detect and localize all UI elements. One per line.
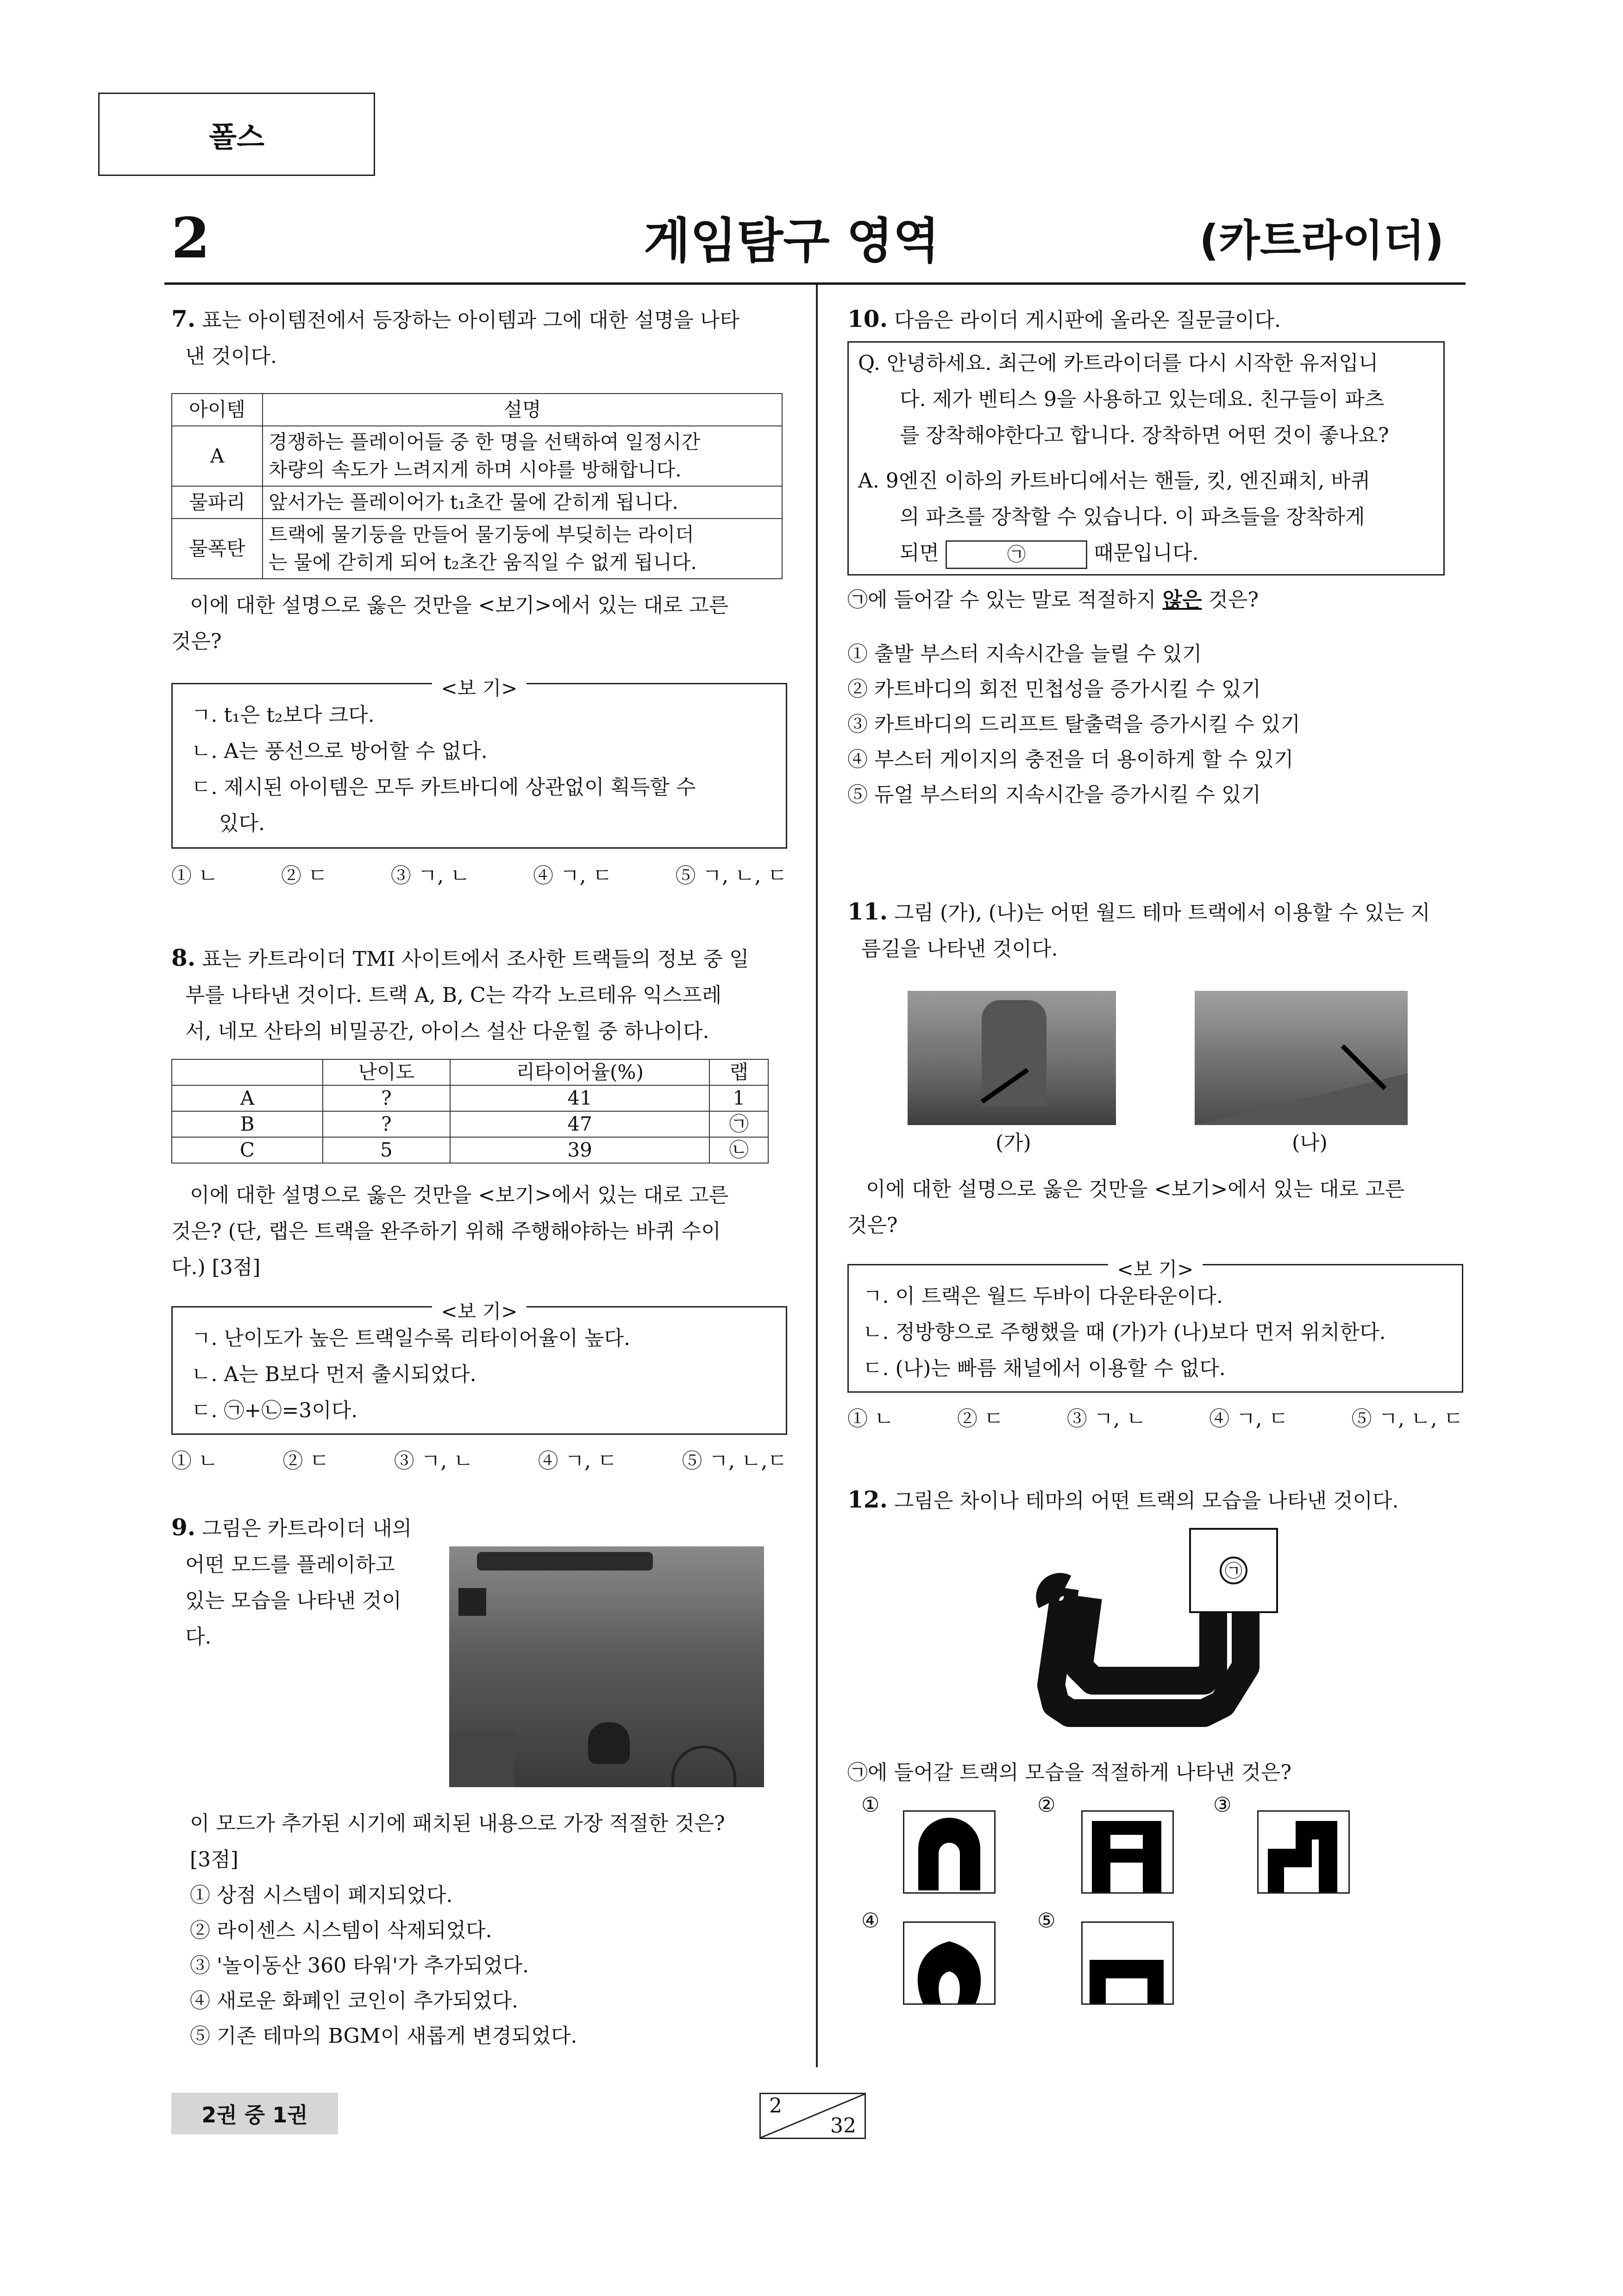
choices-8: ① ㄴ ② ㄷ ③ ㄱ, ㄴ ④ ㄱ, ㄷ ⑤ ㄱ, ㄴ,ㄷ <box>171 1449 787 1473</box>
bogi-box-11: <보 기> ㄱ. 이 트랙은 월드 두바이 다운타운이다. ㄴ. 정방향으로 주행했을 때 (가)가 (나)보다 먼저 위치한다. ㄷ. (나)는 빠름 채널에서 이용할 수 없다. <box>847 1264 1463 1393</box>
question-7: 7. 표는 아이템전에서 등장하는 아이템과 그에 대한 설명을 나타 낸 것이다. 아이템 설명 A 경쟁하는 플레이어들 중 한 명을 선택하여 일정시간 차량의 속도가 느려지게 하며 시야를 방해합니다. 물파리 앞서가는 플레이어가 t₁초간 물에 갇히게 됩니다. 물폭탄 트랙에 물기둥을 만들어 물기둥에 부딪히는 라이더 는 물에 갇히게 되어 t₂초간 움직일 수 없게 됩니다. 이에 대한 설명으로 옳은 것만을 <보기>에서 있는 대로 고른 것은? <보 기> ㄱ. t₁은 t₂보다 크다. ㄴ. A는 풍선으로 방어할 수 없다. ㄷ. 제시된 아이템은 모두 카트바디에 상관없이 획득할 수 있다. ① ㄴ ② ㄷ ③ ㄱ, ㄴ ④ ㄱ, ㄷ ⑤ ㄱ, ㄴ, ㄷ <box>171 301 787 894</box>
question-8: 8. 표는 카트라이더 TMI 사이트에서 조사한 트랙들의 정보 중 일 부를 나타낸 것이다. 트랙 A, B, C는 각각 노르테유 익스프레 서, 네모 산타의 비밀공간, 아이스 설산 다운힐 중 하나이다. 난이도 리타이어율(%) 랩 A ? 41 1 B ? 47 ㉠ C 5 39 ㉡ 이에 대한 설명으로 옳은 것만을 <보기>에서 있는 대로 고른 것은? (단, 랩은 트랙을 완주하기 위해 주행해야하는 바퀴 수이 다.) [3점] <보 기> ㄱ. 난이도가 높은 트랙일수록 리타이어율이 높다. ㄴ. A는 B보다 먼저 출시되었다. ㄷ. ㉠+㉡=3이다. ① ㄴ ② ㄷ ③ ㄱ, ㄴ ④ ㄱ, ㄷ ⑤ ㄱ, ㄴ,ㄷ <box>171 940 787 1479</box>
option-label-1: ① <box>861 1793 880 1817</box>
thumb-3-shape <box>1259 1812 1348 1892</box>
thumb-1[interactable] <box>903 1810 996 1894</box>
rank-label <box>458 1588 486 1616</box>
page-total: 32 <box>830 2114 856 2138</box>
ramp-shape <box>1195 1060 1408 1125</box>
thumb-5-shape <box>1083 1923 1172 2003</box>
page-counter <box>759 2093 866 2139</box>
choices-11: ① ㄴ ② ㄷ ③ ㄱ, ㄴ ④ ㄱ, ㄷ ⑤ ㄱ, ㄴ, ㄷ <box>847 1407 1463 1431</box>
volume-badge: 2권 중 1권 <box>171 2093 338 2134</box>
question-12-ask: ㉠에 들어갈 트랙의 모습을 적절하게 나타낸 것은? <box>847 1761 1292 1784</box>
thumb-4[interactable] <box>903 1921 996 2005</box>
page-current: 2 <box>769 2094 782 2118</box>
subject-tag: 폴스 <box>209 119 264 154</box>
thumb-1-shape <box>904 1812 994 1892</box>
option-label-2: ② <box>1037 1793 1056 1817</box>
game-screenshot <box>449 1546 764 1787</box>
question-11: 11. 그림 (가), (나)는 어떤 월드 테마 트랙에서 이용할 수 있는 지 름길을 나타낸 것이다. <box>847 898 1430 961</box>
shortcut-image-b <box>1195 991 1408 1125</box>
question-10: 10. 다음은 라이더 게시판에 올라온 질문글이다. Q. 안녕하세요. 최근에 카트라이더를 다시 시작한 유저입니 다. 제가 벤티스 9을 사용하고 있는데요. 친구들이 파츠 를 장착해야한다고 합니다. 장착하면 어떤 것이 좋나요? A. 9엔진 이하의 카트바디에서는 핸들, 킷, 엔진패치, 바퀴 의 파츠를 장착할 수 있습니다. 이 파츠들을 장착하게 되면 ㉠ 때문입니다. ㉠에 들어갈 수 있는 말로 적절하지 않은 것은? ① 출발 부스터 지속시간을 늘릴 수 있기 ② 카트바디의 회전 민첩성을 증가시킬 수 있기 ③ 카트바디의 드리프트 탈출력을 증가시킬 수 있기 ④ 부스터 게이지의 충전을 더 용이하게 할 수 있기 ⑤ 듀얼 부스터의 지속시간을 증가시킬 수 있기 <box>847 301 1463 813</box>
option-label-3: ③ <box>1213 1793 1232 1817</box>
question-12: 12. 그림은 차이나 테마의 어떤 트랙의 모습을 나타낸 것이다. <box>847 1486 1399 1513</box>
bogi-box-8: <보 기> ㄱ. 난이도가 높은 트랙일수록 리타이어율이 높다. ㄴ. A는 B보다 먼저 출시되었다. ㄷ. ㉠+㉡=3이다. <box>171 1306 787 1435</box>
question-11-ask: 이에 대한 설명으로 옳은 것만을 <보기>에서 있는 대로 고른 것은? <보 기> ㄱ. 이 트랙은 월드 두바이 다운타운이다. ㄴ. 정방향으로 주행했을 때 (가)가 (나)보다 먼저 위치한다. ㄷ. (나)는 빠름 채널에서 이용할 수 없다. ① ㄴ ② ㄷ ③ ㄱ, ㄴ ④ ㄱ, ㄷ ⑤ ㄱ, ㄴ, ㄷ <box>847 1171 1463 1437</box>
question-9-ask: 이 모드가 추가된 시기에 패치된 내용으로 가장 적절한 것은? [3점] ① 상점 시스템이 폐지되었다. ② 라이센스 시스템이 삭제되었다. ③ '놀이동산 360 타워'가 추가되었다. ④ 새로운 화폐인 코인이 추가되었다. ⑤ 기존 테마의 BGM이 새롭게 변경되었다. <box>190 1812 725 2048</box>
item-table: 아이템 설명 A 경쟁하는 플레이어들 중 한 명을 선택하여 일정시간 차량의 속도가 느려지게 하며 시야를 방해합니다. 물파리 앞서가는 플레이어가 t₁초간 물에 갇히게 됩니다. 물폭탄 트랙에 물기둥을 만들어 물기둥에 부딪히는 라이더 는 물에 갇히게 되어 t₂초간 움직일 수 없게 됩니다. <box>171 393 783 579</box>
header-rule <box>164 282 1466 285</box>
subject-tag-box <box>98 93 375 176</box>
forum-post-box: Q. 안녕하세요. 최근에 카트라이더를 다시 시작한 유저입니 다. 제가 벤티스 9을 사용하고 있는데요. 친구들이 파츠 를 장착해야한다고 합니다. 장착하면 어떤 것이 좋나요? A. 9엔진 이하의 카트바디에서는 핸들, 킷, 엔진패치, 바퀴 의 파츠를 장착할 수 있습니다. 이 파츠들을 장착하게 되면 ㉠ 때문입니다. <box>847 341 1445 576</box>
arrow-icon-b <box>1341 1045 1387 1090</box>
china-track-map <box>1028 1528 1278 1741</box>
section-subject: (카트라이더) <box>1199 216 1444 265</box>
thumb-3[interactable] <box>1257 1810 1350 1894</box>
minimap <box>449 1732 514 1787</box>
option-label-5: ⑤ <box>1037 1909 1056 1933</box>
section-title: 게임탐구 영역 <box>644 213 940 269</box>
shortcut-image-a <box>908 991 1116 1125</box>
caption-a: (가) <box>996 1131 1031 1155</box>
question-9: 9. 그림은 카트라이더 내의 어떤 모드를 플레이하고 있는 모습을 나타낸 것이 다. <box>171 1514 412 1649</box>
answer-blank: ㉠ <box>946 540 1087 569</box>
hud-track-bar <box>477 1552 653 1570</box>
bogi-box-7: <보 기> ㄱ. t₁은 t₂보다 크다. ㄴ. A는 풍선으로 방어할 수 없다. ㄷ. 제시된 아이템은 모두 카트바디에 상관없이 획득할 수 있다. <box>171 683 787 849</box>
thumb-4-shape <box>904 1923 994 2003</box>
thumb-2-shape <box>1083 1812 1172 1892</box>
track-table: 난이도 리타이어율(%) 랩 A ? 41 1 B ? 47 ㉠ C 5 39 ㉡ <box>171 1059 769 1164</box>
column-divider <box>816 285 818 2067</box>
kart-shape <box>588 1722 630 1764</box>
speedometer-icon <box>671 1745 736 1787</box>
tower-shape <box>982 1000 1046 1107</box>
choices-7: ① ㄴ ② ㄷ ③ ㄱ, ㄴ ④ ㄱ, ㄷ ⑤ ㄱ, ㄴ, ㄷ <box>171 864 787 888</box>
page-number-big: 2 <box>171 206 210 271</box>
option-label-4: ④ <box>861 1909 880 1933</box>
track-box-label: ㉠ <box>1224 1561 1243 1581</box>
thumb-2[interactable] <box>1081 1810 1174 1894</box>
thumb-5[interactable] <box>1081 1921 1174 2005</box>
caption-b: (나) <box>1292 1131 1328 1155</box>
